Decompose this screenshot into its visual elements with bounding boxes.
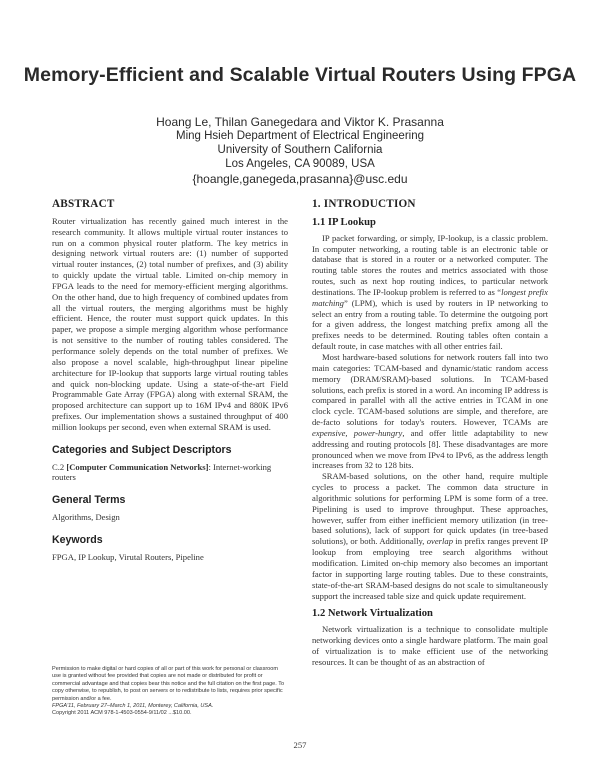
right-column	[312, 199, 548, 668]
network-virtualization-heading: 1.2 Network Virtualization	[312, 608, 433, 620]
author-names: Hoang Le, Thilan Ganegedara and Viktor K. Prasanna	[156, 115, 444, 129]
keywords-text: FPGA, IP Lookup, Virutal Routers, Pipeline	[52, 551, 204, 562]
paper-title: Memory-Efficient and Scalable Virtual Routers Using FPGA	[23, 64, 577, 86]
author-city: Los Angeles, CA 90089, USA	[225, 158, 375, 170]
permission-text: Permission to make digital or hard copies of all or part of this work for personal or classroom use is granted without fee provided that copies are not made or distributed for profit or commercial advantage and that copies bear this notice and the full citation on the first page. To copy otherwise, to republish, to post on servers or to redistribute to lists, requires prior specific permission and/or a fee.	[52, 666, 285, 702]
introduction-heading: 1. INTRODUCTION	[312, 198, 416, 210]
intro-paragraph-1: IP packet forwarding, or simply, IP-lookup, is a classic problem. In computer networking, a routing table is an electronic table or database that is stored in a router or a networked computer. The routing table stores the routes and metrics associated with those routes, such as next hop routing indices, to particular network destinations. The IP-lookup problem is referred to as “longest prefix matching” (LPM), which is used by routers in IP networking to select an entry from a routing table. To determine the outgoing port for a given address, the longest matching prefix among all the prefixes needs to be determined. Routing tables often contain a default route, in case matches with all other entries fail.	[312, 232, 548, 352]
abstract-heading: ABSTRACT	[52, 198, 115, 210]
intro-paragraph-4: Network virtualization is a technique to consolidate multiple networking devices onto a single hardware platform. The main goal of virtualization is to make efficient use of the networking resources. It can be thought of as an abstraction of	[312, 624, 548, 667]
author-university: University of Southern California	[217, 144, 383, 156]
categories-heading: Categories and Subject Descriptors	[52, 443, 232, 456]
author-email: {hoangle,ganegeda,prasanna}@usc.edu	[192, 172, 408, 186]
conference-line: FPGA'11, February 27–March 1, 2011, Monterey, California, USA.	[52, 703, 214, 710]
author-affiliation: Ming Hsieh Department of Electrical Engineering	[175, 130, 424, 142]
permission-block	[52, 666, 288, 718]
left-column	[52, 199, 288, 563]
categories-text: C.2 [Computer Communication Networks]: Internet-working routers	[52, 461, 272, 483]
intro-paragraph-2: Most hardware-based solutions for network routers fall into two main categories: TCAM-based and dynamic/static random access memory (DRAM/SRAM)-based solutions. In TCAM-based solutions, each prefix is stored in a word. An incoming IP address is compared in parallel with all the active entries in TCAM in one clock cycle. TCAM-based solutions are simple, and therefore, are de-facto solutions for today's routers. However, TCAMs are expensive, power-hungry, and offer little adaptability to new addressing and routing protocols [8]. These disadvantages are more pronounced when we move from IPv4 to IPv6, as the address length increases from 32 to 128 bits.	[312, 351, 549, 471]
intro-paragraph-3: SRAM-based solutions, on the other hand, require multiple cycles to process a packet. The common data structure in algorithmic solutions for performing LPM is some form of a tree. Pipelining is used to improve throughput. These approaches, however, suffer from either inefficient memory utilization (in tree-based solutions), lack of support for quick updates (in tree-based solutions), or both. Additionally, overlap in prefix ranges prevent IP lookup from employing tree search algorithms without modification. Limited on-chip memory also becomes an important factor in supporting large routing tables. Due to these constraints, state-of-the-art SRAM-based designs do not scale to simultaneously support the increased table size and quick update requirement.	[312, 471, 548, 601]
copyright-line: Copyright 2011 ACM 978-1-4503-0554-9/11/02 ...$10.00.	[52, 710, 192, 717]
author-block	[0, 115, 600, 186]
ip-lookup-heading: 1.1 IP Lookup	[312, 216, 376, 228]
general-terms-heading: General Terms	[52, 494, 126, 507]
keywords-heading: Keywords	[52, 533, 103, 546]
abstract-text: Router virtualization has recently gained much interest in the research community. It allows multiple virtual router instances to run on a common physical router platform. The key metrics in designing network virtual routers are: (1) number of supported virtual router instances, (2) total number of prefixes, and (3) ability to quickly update the virtual table. Limited on-chip memory in FPGA leads to the need for memory-efficient merging algorithms. On the other hand, due to high frequency of combined updates from all the virtual routers, the merging algorithms must be highly efficient. Hence, the router must support quick updates. In this paper, we propose a simple merging algorithm whose performance is not sensitive to the number of routing tables considered. The performance solely depends on the total number of prefixes. We also propose a novel scalable, high-throughput linear pipeline architecture for IP-lookup that supports large virtual routing tables and quick non-blocking update. Using a state-of-the-art Field Programmable Gate Array (FPGA) along with external SRAM, the proposed architecture can support up to 16M IPv4 and 880K IPv6 prefixes. Our implementation shows a sustained throughput of 400 million lookups per second, even when external SRAM is used.	[52, 215, 288, 432]
general-terms-text: Algorithms, Design	[52, 512, 120, 523]
page-number: 257	[293, 740, 307, 750]
